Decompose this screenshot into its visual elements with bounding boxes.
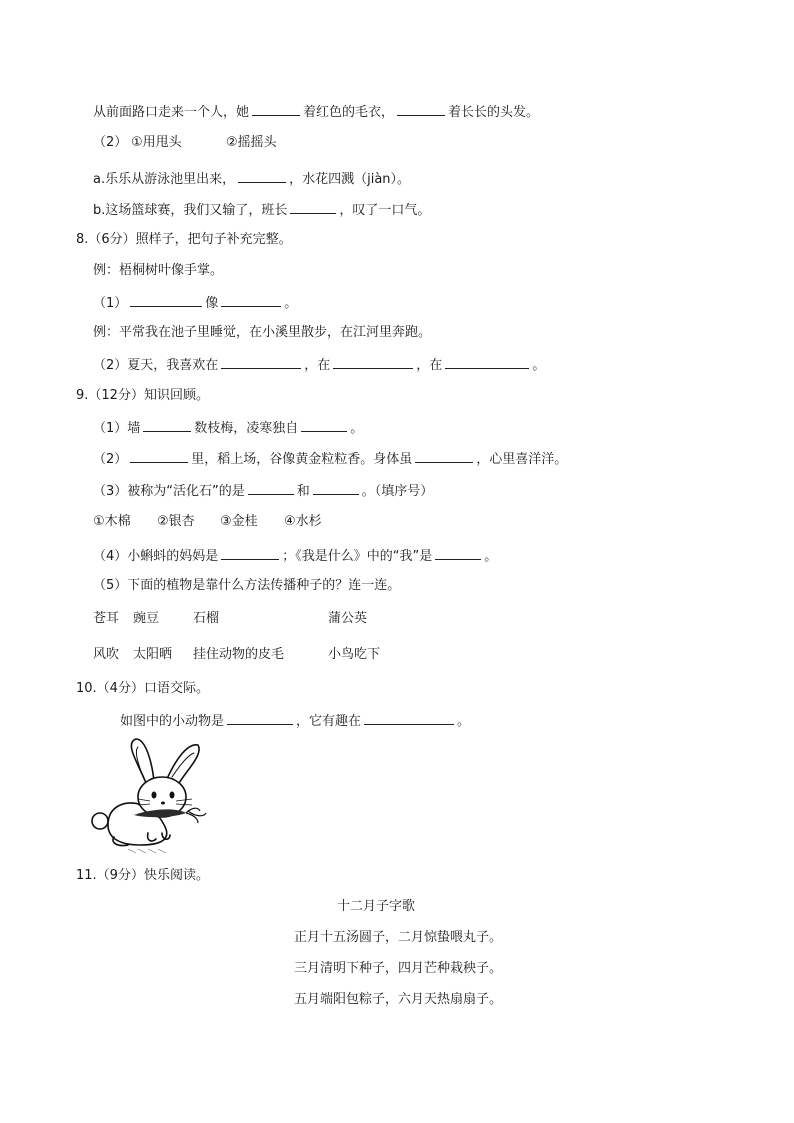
q7-a-part2: ，水花四溅（jiàn）。 xyxy=(289,172,411,187)
q7-line1-part3: 着长长的头发。 xyxy=(448,105,540,120)
rabbit-with-carrot-illustration xyxy=(88,733,216,855)
answer-blank[interactable] xyxy=(143,418,191,432)
answer-blank[interactable] xyxy=(130,293,202,307)
answer-blank[interactable] xyxy=(415,449,473,463)
q8-s2-part1: （2）夏天，我喜欢在 xyxy=(93,358,219,373)
q10-title: 10.（4分）口语交际。 xyxy=(76,681,209,696)
q9-title: 9.（12分）知识回顾。 xyxy=(76,388,209,403)
plant-pomegranate[interactable]: 石榴 xyxy=(193,611,220,626)
q8-sentence-1 xyxy=(93,293,297,313)
plant-cocklebur[interactable]: 苍耳 xyxy=(93,611,120,626)
q9-l3-part1: （3）被称为“活化石”的是 xyxy=(93,484,245,499)
q10-part2: ，它有趣在 xyxy=(296,714,362,729)
q7-option-2: ②摇摇头 xyxy=(226,135,277,150)
q9-l1-end: 。 xyxy=(350,421,364,436)
answer-blank[interactable] xyxy=(221,355,301,369)
method-wind[interactable]: 风吹 xyxy=(93,647,120,662)
q7-sentence-hair xyxy=(93,102,539,122)
q8-s1-mid: 像 xyxy=(205,296,219,311)
q7-b-part2: ，叹了一口气。 xyxy=(339,203,431,218)
answer-blank[interactable] xyxy=(227,711,293,725)
plant-dandelion[interactable]: 蒲公英 xyxy=(328,611,368,626)
q9-l2-part1: （2） xyxy=(93,452,128,467)
answer-blank[interactable] xyxy=(397,102,445,116)
q9-l4-end: 。 xyxy=(484,549,498,564)
q7-part2-label: （2） xyxy=(93,135,128,150)
q7-option-1: ①用甩头 xyxy=(131,135,182,150)
q9-line-5: （5）下面的植物是靠什么方法传播种子的？连一连。 xyxy=(93,578,401,593)
answer-blank[interactable] xyxy=(364,711,454,725)
q8-example-1: 例：梧桐树叶像手掌。 xyxy=(93,263,224,278)
q11-title: 11.（9分）快乐阅读。 xyxy=(76,868,209,883)
answer-blank[interactable] xyxy=(313,481,359,495)
q8-s1-label: （1） xyxy=(93,296,128,311)
q9-l4-part1: （4）小蝌蚪的妈妈是 xyxy=(93,549,219,564)
answer-blank[interactable] xyxy=(130,449,188,463)
q8-s2-part2: ，在 xyxy=(304,358,331,373)
q9-option-1: ①木棉 xyxy=(93,514,131,529)
q9-option-3: ③金桂 xyxy=(220,514,258,529)
q8-title: 8.（6分）照样子，把句子补充完整。 xyxy=(76,232,292,247)
answer-blank[interactable] xyxy=(252,102,300,116)
q7-line1-part2: 着红色的毛衣， xyxy=(303,105,395,120)
q9-line-1 xyxy=(93,418,363,438)
q9-option-2: ②银杏 xyxy=(157,514,195,529)
poem-line-3: 五月端阳包粽子，六月天热扇扇子。 xyxy=(294,992,503,1007)
q10-part1: 如图中的小动物是 xyxy=(120,714,225,729)
q9-l2-part2: 里，稻上场，谷像黄金粒粒香。身体虽 xyxy=(191,452,413,467)
plant-pea[interactable]: 豌豆 xyxy=(133,611,160,626)
answer-blank[interactable] xyxy=(290,200,336,214)
q9-l4-part2: ；《我是什么》中的“我”是 xyxy=(282,549,433,564)
q10-sentence xyxy=(120,711,470,731)
answer-blank[interactable] xyxy=(221,293,281,307)
q9-l3-part2: 和 xyxy=(296,484,310,499)
q9-line-3 xyxy=(93,481,433,501)
answer-blank[interactable] xyxy=(248,481,294,495)
answer-blank[interactable] xyxy=(221,546,279,560)
q7-sentence-b xyxy=(93,200,430,220)
answer-blank[interactable] xyxy=(301,418,347,432)
poem-title: 十二月子字歌 xyxy=(337,899,416,914)
q7-sentence-a xyxy=(93,169,410,189)
q9-l1-part2: 数枝梅，凌寒独自 xyxy=(194,421,299,436)
q8-sentence-2 xyxy=(93,355,545,375)
q7-b-part1: b.这场篮球赛，我们又输了，班长 xyxy=(93,203,288,218)
q9-option-4: ④水杉 xyxy=(284,514,322,529)
q8-s2-part3: ，在 xyxy=(416,358,443,373)
q8-s2-end: 。 xyxy=(532,358,546,373)
q8-s1-end: 。 xyxy=(284,296,298,311)
q9-l2-part3: ，心里喜洋洋。 xyxy=(476,452,568,467)
q10-end: 。 xyxy=(457,714,471,729)
poem-line-2: 三月清明下种子，四月芒种栽秧子。 xyxy=(294,961,503,976)
answer-blank[interactable] xyxy=(435,546,481,560)
method-animal-fur[interactable]: 挂住动物的皮毛 xyxy=(193,647,285,662)
q9-line-4 xyxy=(93,546,497,566)
q7-a-part1: a.乐乐从游泳池里出来， xyxy=(93,172,236,187)
answer-blank[interactable] xyxy=(333,355,413,369)
q9-l1-part1: （1）墙 xyxy=(93,421,141,436)
q7-line1-part1: 从前面路口走来一个人，她 xyxy=(93,105,250,120)
method-bird[interactable]: 小鸟吃下 xyxy=(328,647,381,662)
answer-blank[interactable] xyxy=(238,169,286,183)
answer-blank[interactable] xyxy=(445,355,529,369)
q9-line-2 xyxy=(93,449,567,469)
q9-l3-part3: 。（填序号） xyxy=(361,484,434,499)
q8-example-2: 例：平常我在池子里睡觉，在小溪里散步，在江河里奔跑。 xyxy=(93,325,432,340)
poem-line-1: 正月十五汤圆子，二月惊蛰喂丸子。 xyxy=(294,930,503,945)
method-sun[interactable]: 太阳晒 xyxy=(133,647,173,662)
